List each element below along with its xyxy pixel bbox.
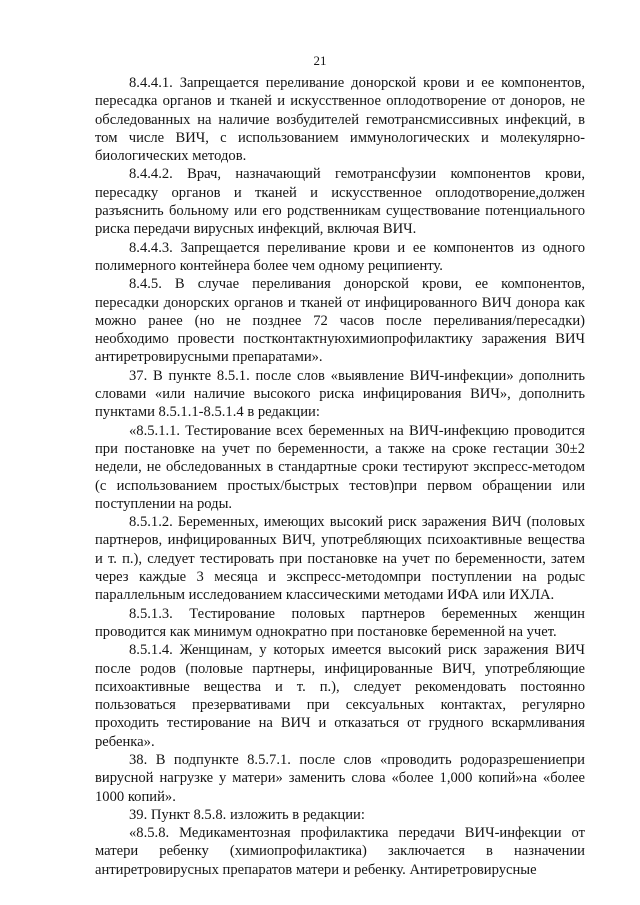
page-number: 21 [313, 53, 327, 68]
paragraph-8-4-4-1: 8.4.4.1. Запрещается переливание донорской крови и ее компонентов, пересадка органов и тканей и искусственное оплодотворение от доноров, не обследованных на наличие возбудителей гемотрансмиссивных инфекций, в том числе ВИЧ, с использованием иммунологических и молекулярно-биологических методов. [95, 75, 585, 165]
paragraph-item-37: 37. В пункте 8.5.1. после слов «выявление ВИЧ-инфекции» дополнить словами «или наличие высокого риска инфицирования ВИЧ», дополнить пунктами 8.5.1.1-8.5.1.4 в редакции: [95, 367, 585, 421]
paragraph-8-4-4-2: 8.4.4.2. Врач, назначающий гемотрансфузии компонентов крови, пересадку органов и тканей и искусственное оплодотворение,должен разъяснить больному или его родственникам существование потенциального риска передачи вирусных инфекций, включая ВИЧ. [95, 166, 585, 238]
document-body [95, 74, 585, 879]
paragraph-8-5-1-3: 8.5.1.3. Тестирование половых партнеров беременных женщин проводится как минимум однократно при постановке беременной на учет. [95, 605, 585, 640]
paragraph-8-5-1-4: 8.5.1.4. Женщинам, у которых имеется высокий риск заражения ВИЧ после родов (половые партнеры, инфицированные ВИЧ, употребляющие психоактивные вещества и т. п.), следует рекомендовать постоянно пользоваться презервативами при сексуальных контактах, регулярно проходить тестирование на ВИЧ и отказаться от грудного вскармливания ребенка». [95, 642, 585, 750]
paragraph-8-5-1-2: 8.5.1.2. Беременных, имеющих высокий риск заражения ВИЧ (половых партнеров, инфицированных ВИЧ, употребляющих психоактивные вещества и т. п.), следует тестировать при постановке на учет по беременности, затем через каждые 3 месяца и экспресс-методомпри поступлении на родыс параллельным исследованием классическими методами ИФА или ИХЛА. [95, 514, 585, 604]
paragraph-8-5-8: «8.5.8. Медикаментозная профилактика передачи ВИЧ-инфекции от матери ребенку (химиопрофилактика) заключается в назначении антиретровирусных препаратов матери и ребенку. Антиретровирусные [95, 825, 585, 878]
paragraph-item-39: 39. Пункт 8.5.8. изложить в редакции: [129, 806, 365, 823]
paragraph-item-38: 38. В подпункте 8.5.7.1. после слов «проводить родоразрешениепри вирусной нагрузке у матери» заменить слова «более 1,000 копий»на «более 1000 копий». [95, 751, 585, 805]
paragraph-8-4-4-3: 8.4.4.3. Запрещается переливание крови и ее компонентов из одного полимерного контейнера более чем одному реципиенту. [95, 239, 585, 274]
paragraph-8-4-5: 8.4.5. В случае переливания донорской крови, ее компонентов, пересадки донорских органов и тканей от инфицированного ВИЧ донора как можно ранее (но не позднее 72 часов после переливания/пересадки) необходимо провести постконтактнуюхимиопрофилактику заражения ВИЧ антиретровирусными препаратами». [95, 276, 585, 366]
paragraph-8-5-1-1: «8.5.1.1. Тестирование всех беременных на ВИЧ-инфекцию проводится при постановке на учет по беременности, а также на сроке гестации 30±2 недели, не обследованных в стандартные сроки тестируют экспресс-методом (с использованием простых/быстрых тестов)при первом обращении или поступлении на роды. [95, 422, 585, 512]
